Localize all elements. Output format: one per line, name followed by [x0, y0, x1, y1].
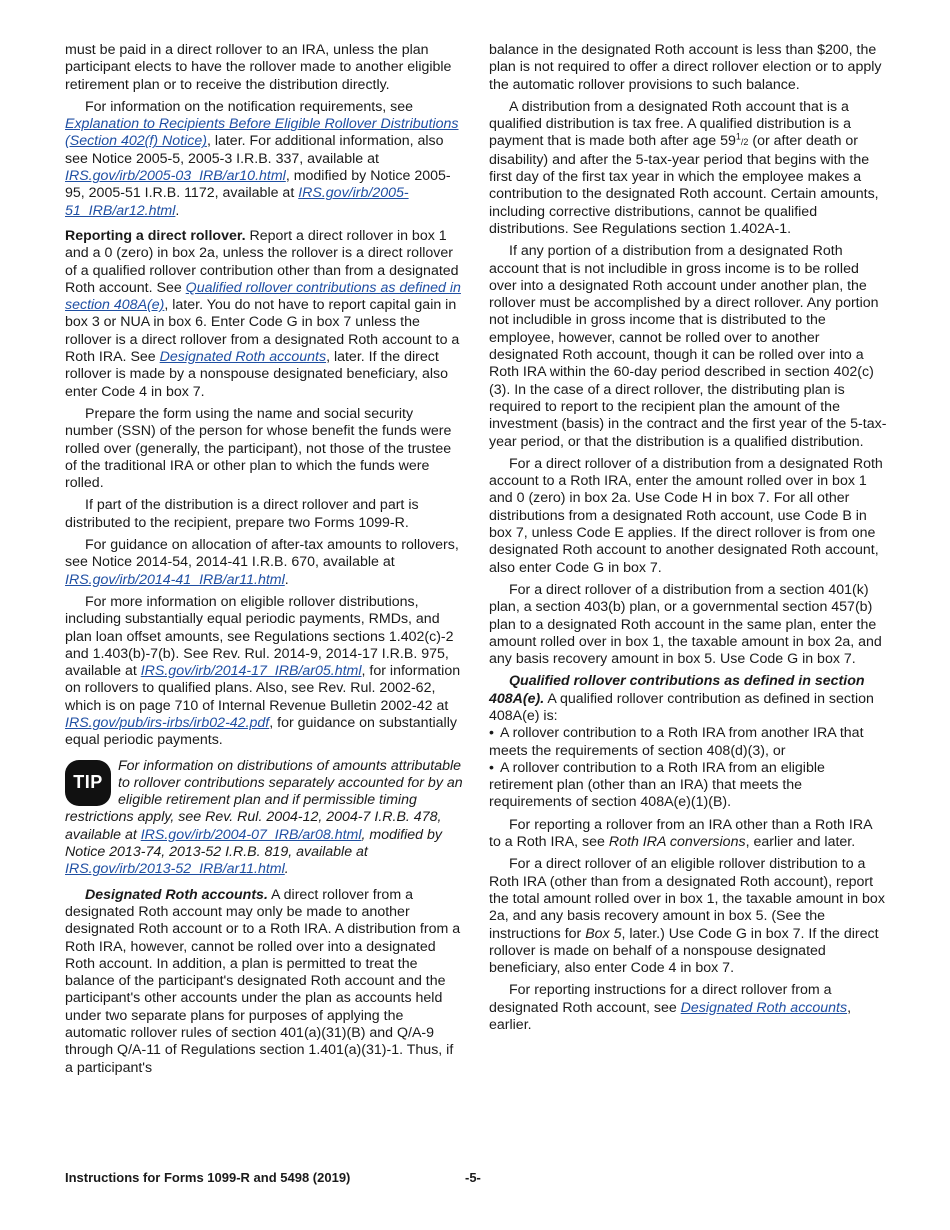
paragraph: [65, 887, 463, 1077]
italic-ref: Roth IRA conversions: [608, 834, 746, 851]
link-irb-2005-51[interactable]: IRS.gov/irb/2005-51_IRB/ar12.html: [65, 185, 409, 219]
paragraph: [489, 856, 887, 977]
text: , earlier and later.: [745, 834, 856, 851]
text: A direct rollover from a designated Roth account may only be made to another designated Roth account or to a Roth IRA. A distribution from a Roth IRA, however, cannot be rolled over into a designated Roth account. In addition, a plan is permitted to treat the balance of the participant's designated Roth account and the participant's other accounts under the plan as accounts held under two separate plans for purposes of applying the automatic rollover rules of section 401(a)(31)(B) and Q/A-9 through Q/A-11 of Regulations section 1.401(a)(31)-1. Thus, if a participant's: [65, 886, 461, 1076]
text: For reporting a rollover from an IRA other than a Roth IRA to a Roth IRA, see: [489, 816, 872, 851]
section-heading: Reporting a direct rollover.: [65, 227, 246, 244]
text: , later. For additional information, also see Notice 2005-5, 2005-3 I.R.B. 337, available at: [65, 133, 444, 167]
link-notice-explanation[interactable]: Explanation to Recipients Before Eligible Rollover Distributions (Section 402(f) Notice): [65, 116, 459, 150]
paragraph: [65, 537, 463, 589]
italic-ref: Box 5: [585, 925, 622, 942]
text: , modified by Notice 2005-95, 2005-51 I.R.B. 1172, available at: [65, 168, 451, 202]
text: , later.) Use Code G in box 7. If the direct rollover is made on behalf of a nonspouse designated beneficiary, also enter Code 4 in box 7.: [489, 925, 879, 977]
link-irb-2005-03[interactable]: IRS.gov/irb/2005-03_IRB/ar10.html: [65, 168, 286, 185]
text: , later. If the direct rollover is made by a nonspouse designated beneficiary, also enter Code 4 in box 7.: [65, 349, 449, 400]
paragraph: A distribution from a designated Roth account that is a qualified distribution is tax free. A qualified distribution is a payment that is made both after age $59^1/2$ (or after death or disability) and after the 5-tax-year period that begins with the first day of the first tax year in which the employee makes a contribution to the designated Roth account. Certain amounts, including corrective distributions, cannot be qualified distributions. See Regulations section 1.402A-1.: [489, 98, 879, 237]
fraction-numerator: 1: [735, 131, 741, 142]
paragraph: balance in the designated Roth account is less than $200, the plan is not required to offer a direct rollover election or to apply the automatic rollover provisions to such balance.: [489, 42, 882, 93]
text: A qualified rollover contribution as defined in section 408A(e) is:: [489, 690, 874, 724]
text: For information on the notification requirements, see: [85, 98, 414, 115]
text: (or after death or disability) and after the 5-tax-year period that begins with the first day of the first tax year in which the employee makes a contribution to the designated Roth account. Certain amounts, including corrective distributions, cannot be qualified distributions. See Regulations section 1.402A-1.: [489, 133, 879, 237]
fraction-denominator: 2: [743, 137, 749, 148]
text: For reporting instructions for a direct rollover from a designated Roth account, see: [489, 982, 832, 1016]
section-heading: Qualified rollover contributions as defined in section 408A(e).: [489, 673, 865, 707]
paragraph: If any portion of a distribution from a designated Roth account that is not includible in gross income is to be rolled over into a designated Roth account under another plan, the rollover must be accomplished by a direct rollover. Any portion not includible in gross income that is distributed to the employee, however, cannot be rolled over to another designated Roth account, though it can be rolled over into a Roth IRA within the 60-day period described in section 402(c)(3). In the case of a direct rollover, the distributing plan is required to report to the recipient plan the amount of the investment (basis) in the contract and the first year of the 5-tax-year period, or that the distribution is a qualified distribution.: [489, 243, 887, 450]
paragraph: [489, 982, 887, 1034]
paragraph: [489, 817, 887, 852]
tip-icon: TIP: [65, 760, 111, 806]
left-column: [65, 42, 463, 1082]
link-irb-2004-07[interactable]: IRS.gov/irb/2004-07_IRB/ar08.html: [140, 826, 362, 843]
paragraph: must be paid in a direct rollover to an IRA, unless the plan participant elects to have the rollover made to another eligible retirement plan or to receive the distribution directly.: [65, 42, 452, 93]
link-designated-roth-accounts[interactable]: Designated Roth accounts: [680, 999, 848, 1016]
link-irb02-42[interactable]: IRS.gov/pub/irs-irbs/irb02-42.pdf: [65, 714, 270, 731]
page-number: -5-: [465, 1170, 481, 1185]
section-heading: Designated Roth accounts.: [85, 886, 268, 903]
paragraph: Prepare the form using the name and social security number (SSN) of the person for whose benefit the funds were rolled over (generally, the participant), not those of the trustee of the traditional IRA or other plan to which the funds were rolled.: [65, 405, 452, 492]
right-column: [489, 42, 887, 1039]
paragraph: For a direct rollover of a distribution from a designated Roth account to a Roth IRA, enter the amount rolled over in box 1 and 0 (zero) in box 2a. Use Code H in box 7. For all other distributions from a designated Roth account, use Code B in box 7, unless Code E applies. If the direct rollover is from one designated Roth account to another designated Roth account, also enter Code G in box 7.: [489, 455, 883, 576]
link-designated-roth[interactable]: Designated Roth accounts: [159, 349, 327, 366]
bullet-item: • A rollover contribution to a Roth IRA from an eligible retirement plan (other than an IRA) that meets the requirements of section 408A(e)(1)(B).: [489, 760, 887, 812]
text: Report a direct rollover in box 1 and a 0 (zero) in box 2a, unless the rollover is a direct rollover of a qualified rollover contribution other than from a designated Roth account. See: [65, 227, 459, 296]
paragraph: [65, 594, 463, 750]
text: For guidance on allocation of after-tax amounts to rollovers, see Notice 2014-54, 2014-41 I.R.B. 670, available at: [65, 537, 459, 571]
text: , later. You do not have to report capital gain in box 3 or NUA in box 6. Enter Code G in box 7 unless the rollover is a direct rollover from a designated Roth account to a Roth IRA. See: [65, 297, 460, 366]
text: , modified by Notice 2013-74, 2013-52 I.R.B. 819, available at: [65, 826, 442, 861]
text: A distribution from a designated Roth account that is a qualified distribution is tax free. A qualified distribution is a payment that is made both after age 59: [489, 98, 851, 150]
text: For information on distributions of amounts attributable to rollover contributions separately accounted for by an eligible retirement plan and if permissible timing restrictions apply, see Rev. Rul. 2004-12, 2004-7 I.R.B. 478, available at: [65, 757, 463, 843]
paragraph: [65, 228, 463, 401]
text: For a direct rollover of an eligible rollover distribution to a Roth IRA (other than from a designated Roth account), report the total amount rolled over in box 1, the taxable amount in box 2a, and any basis recovery amount in box 5. (See the instructions for: [489, 856, 885, 942]
text: For more information on eligible rollover distributions, including substantially equal periodic payments, RMDs, and plan loan offset amounts, see Regulations sections 1.402(c)-2 and 1.403(b)-7(b). See Rev. Rul. 2014-9, 2014-17 I.R.B. 975, available at: [65, 593, 454, 680]
text: .: [284, 861, 289, 878]
paragraph: For a direct rollover of a distribution from a section 401(k) plan, a section 403(b) plan, or a governmental section 457(b) plan to a designated Roth account in the same plan, enter the amount rolled over in box 1, the taxable amount in box 2a, and any basis recovery amount in box 5. Use Code G in box 7.: [489, 581, 882, 668]
link-irb-2014-41[interactable]: IRS.gov/irb/2014-41_IRB/ar11.html: [65, 571, 285, 588]
link-qualified-rollover[interactable]: Qualified rollover contributions as defined in section 408A(e): [65, 279, 461, 314]
text: .: [175, 202, 180, 219]
footer-title: Instructions for Forms 1099-R and 5498 (2019): [65, 1170, 351, 1185]
text: .: [284, 571, 289, 588]
bullet-item: • A rollover contribution to a Roth IRA from another IRA that meets the requirements of section 408(d)(3), or: [489, 725, 887, 760]
text: , earlier.: [489, 999, 852, 1034]
tip-box: [65, 758, 463, 879]
text: , for guidance on substantially equal periodic payments.: [65, 714, 457, 749]
link-irb-2013-52[interactable]: IRS.gov/irb/2013-52_IRB/ar11.html: [65, 861, 285, 878]
paragraph: If part of the distribution is a direct rollover and part is distributed to the recipient, prepare two Forms 1099-R.: [65, 497, 419, 531]
paragraph: [489, 673, 887, 725]
text: , for information on rollovers to qualified plans. Also, see Rev. Rul. 2002-62, which is on page 710 of Internal Revenue Bulletin 2002-42 at: [65, 663, 461, 714]
paragraph: [65, 99, 463, 220]
link-irb-2014-17[interactable]: IRS.gov/irb/2014-17_IRB/ar05.html: [140, 663, 362, 680]
